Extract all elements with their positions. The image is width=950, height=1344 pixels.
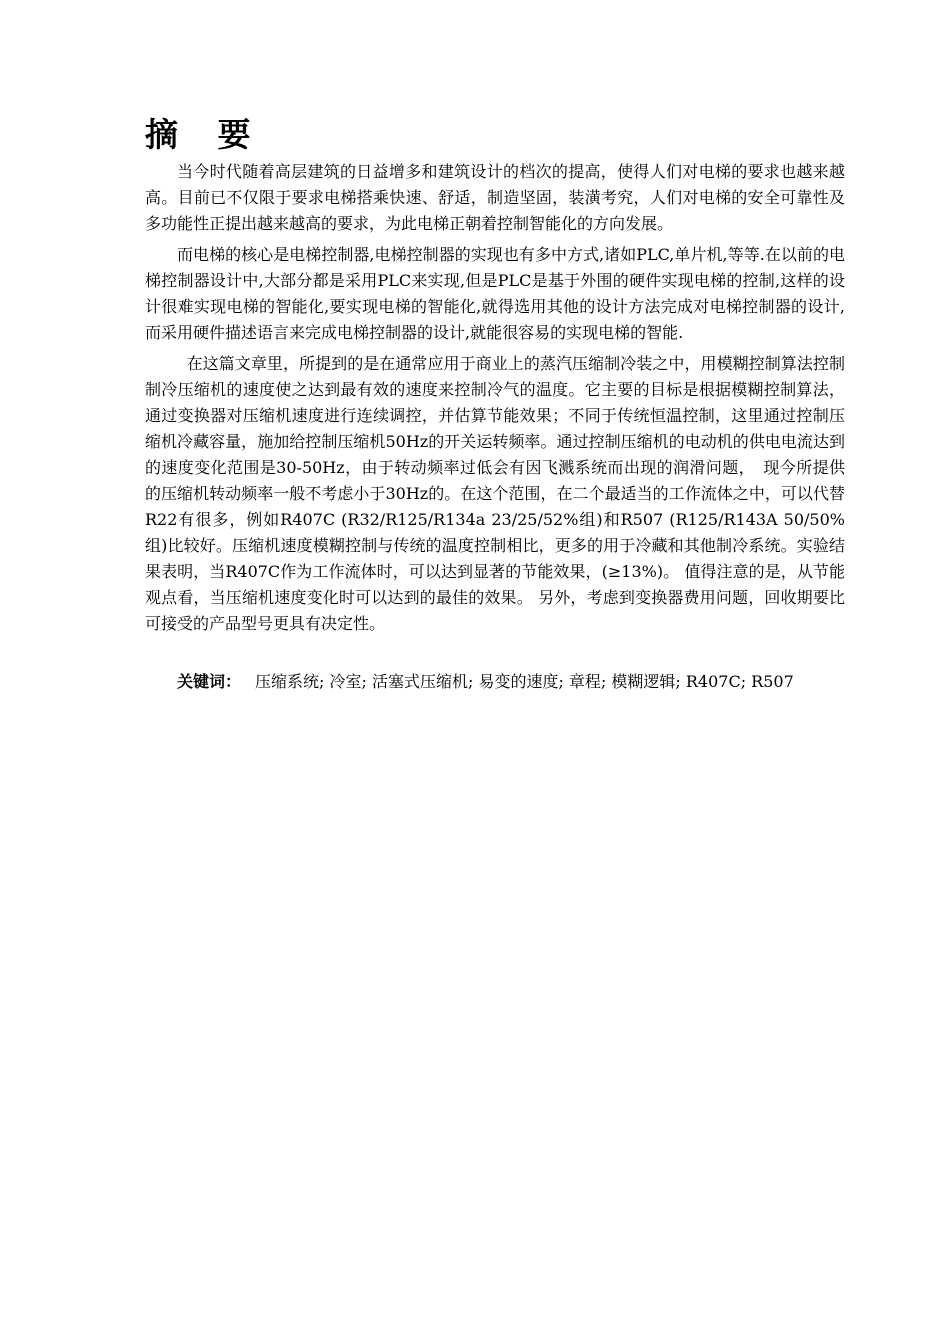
abstract-title: 摘 要 [145, 115, 265, 154]
keywords-line [145, 669, 845, 695]
keywords-text: 压缩系统; 冷室; 活塞式压缩机; 易变的速度; 章程; 模糊逻辑; R407C; R507 [255, 672, 794, 691]
document-page [145, 115, 845, 695]
abstract-paragraph-3: 在这篇文章里，所提到的是在通常应用于商业上的蒸汽压缩制冷装之中，用模糊控制算法控制制冷压缩机的速度使之达到最有效的速度来控制冷气的温度。它主要的目标是根据模糊控制算法，通过变换器对压缩机速度进行连续调控，并估算节能效果；不同于传统恒温控制，这里通过控制压缩机冷藏容量，施加给控制压缩机50Hz的开关运转频率。通过控制压缩机的电动机的供电电流达到的速度变化范围是30-50Hz，由于转动频率过低会有因飞溅系统而出现的润滑问题， 现今所提供的压缩机转动频率一般不考虑小于30Hz的。在这个范围，在二个最适当的工作流体之中，可以代替R22有很多，例如R407C (R32/R125/R134a 23/25/52%组)和R507 (R125/R143A 50/50%组)比较好。压缩机速度模糊控制与传统的温度控制相比，更多的用于冷藏和其他制冷系统。实验结果表明，当R407C作为工作流体时，可以达到显著的节能效果，(≥13%)。 值得注意的是，从节能观点看，当压缩机速度变化时可以达到的最佳的效果。 另外，考虑到变换器费用问题，回收期要比可接受的产品型号更具有决定性。 [145, 354, 845, 633]
abstract-paragraph-1: 当今时代随着高层建筑的日益增多和建筑设计的档次的提高，使得人们对电梯的要求也越来越高。目前已不仅限于要求电梯搭乘快速、舒适，制造坚固，装潢考究，人们对电梯的安全可靠性及多功能性正提出越来越高的要求，为此电梯正朝着控制智能化的方向发展。 [145, 162, 845, 233]
abstract-paragraph-2: 而电梯的核心是电梯控制器,电梯控制器的实现也有多中方式,诸如PLC,单片机,等等.在以前的电梯控制器设计中,大部分都是采用PLC来实现,但是PLC是基于外围的硬件实现电梯的控制,这样的设计很难实现电梯的智能化,要实现电梯的智能化,就得选用其他的设计方法完成对电梯控制器的设计,而采用硬件描述语言来完成电梯控制器的设计,就能很容易的实现电梯的智能. [145, 245, 845, 342]
keywords-label: 关键词： [177, 672, 242, 691]
